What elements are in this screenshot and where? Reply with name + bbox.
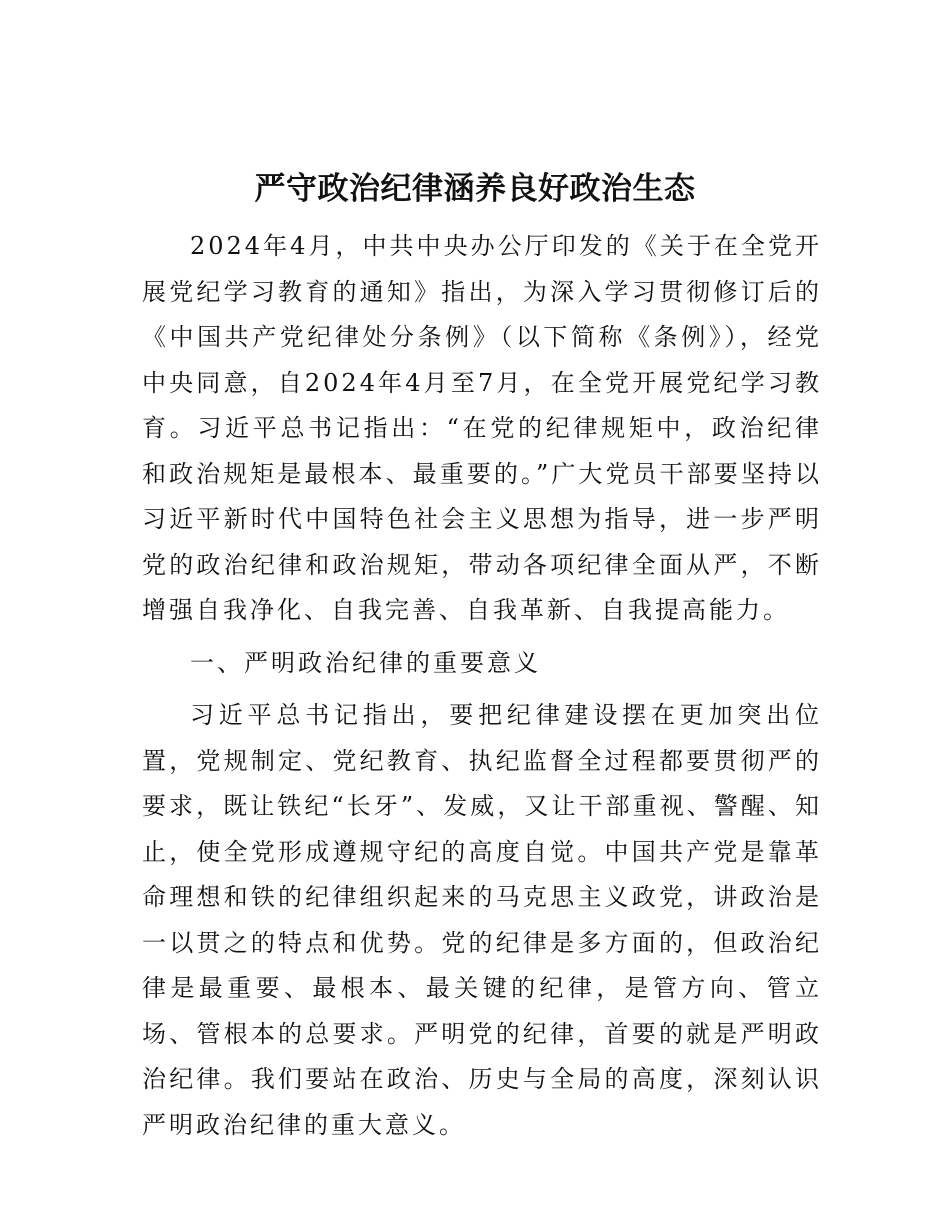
paragraph-spacer — [142, 634, 822, 641]
paragraph-section-1: 习近平总书记指出，要把纪律建设摆在更加突出位置，党规制定、党纪教育、执纪监督全过程都要贯彻严的要求，既让铁纪“长牙”、发威，又让干部重视、警醒、知止，使全党形成遵规守纪的高度自觉。中国共产党是靠革命理想和铁的纪律组织起来的马克思主义政党，讲政治是一以贯之的特点和优势。党的纪律是多方面的，但政治纪律是最重要、最根本、最关键的纪律，是管方向、管立场、管根本的总要求。严明党的纪律，首要的就是严明政治纪律。我们要站在政治、历史与全局的高度，深刻认识严明政治纪律的重大意义。 — [142, 701, 822, 1139]
document-body — [142, 224, 822, 1148]
paragraph-intro: 2024年4月，中共中央办公厅印发的《关于在全党开展党纪学习教育的通知》指出，为深入学习贯彻修订后的《中国共产党纪律处分条例》（以下简称《条例》），经党中央同意，自2024年4月至7月，在全党开展党纪学习教育。习近平总书记指出：“在党的纪律规矩中，政治纪律和政治规矩是最根本、最重要的。”广大党员干部要坚持以习近平新时代中国特色社会主义思想为指导，进一步严明党的政治纪律和政治规矩，带动各项纪律全面从严，不断增强自我净化、自我完善、自我革新、自我提高能力。 — [142, 232, 822, 624]
section-heading-1: 一、严明政治纪律的重要意义 — [190, 648, 541, 677]
document-title: 严守政治纪律涵养良好政治生态 — [254, 171, 696, 207]
